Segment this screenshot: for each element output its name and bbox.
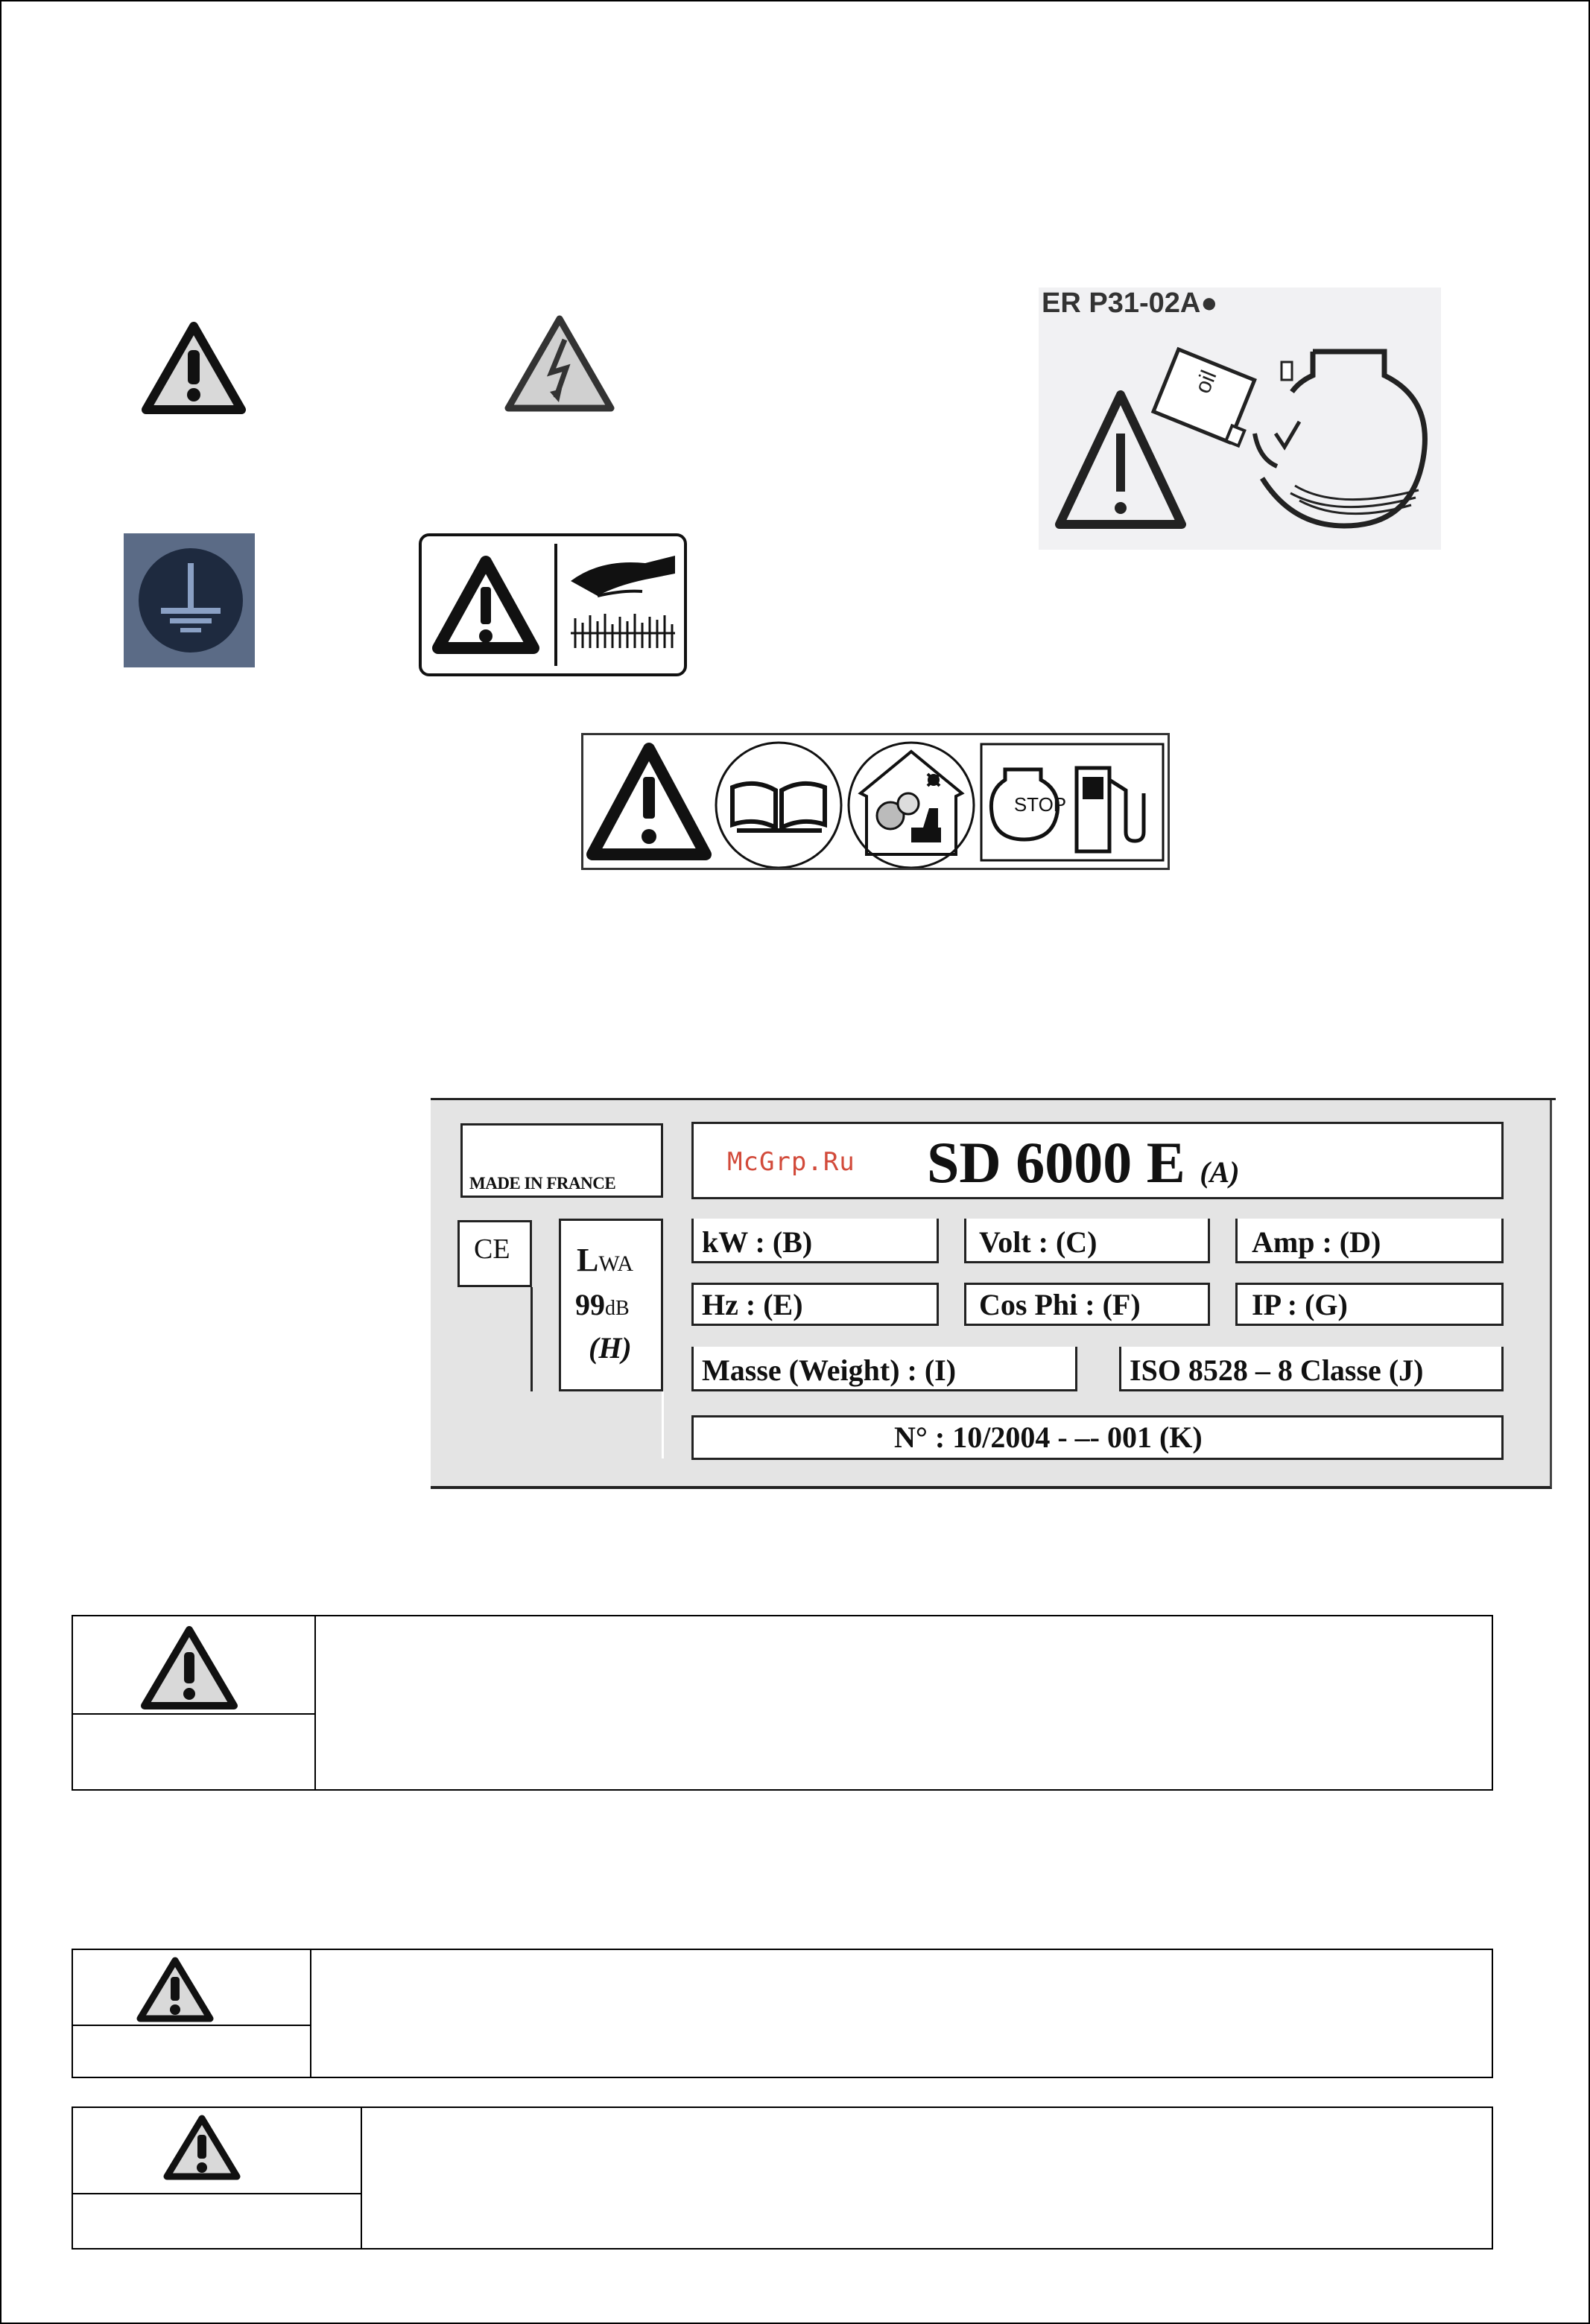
hz-text: Hz : (E) [702, 1288, 803, 1321]
oil-check-label [1039, 288, 1441, 550]
lwa-col-line [662, 1391, 664, 1458]
lwa-sub: WA [598, 1251, 634, 1276]
warning-table-1-divider [73, 1713, 314, 1715]
warning-icon [134, 1955, 216, 2026]
electric-hazard-icon [504, 314, 615, 413]
cos-phi-text: Cos Phi : (F) [979, 1288, 1141, 1321]
hot-surface-warning [419, 533, 687, 676]
warning-table-3-divider [73, 2193, 361, 2194]
oil-label-code: ER P31-02A● [1042, 288, 1218, 319]
plate-top-line [431, 1098, 1556, 1100]
lwa-ref: (H) [589, 1331, 632, 1365]
warning-icon [137, 1622, 241, 1715]
warning-table-1 [72, 1615, 1493, 1791]
oil-label-word: oil [1190, 366, 1222, 397]
model-ref: (A) [1200, 1155, 1240, 1189]
made-in-text: MADE IN FRANCE [469, 1174, 616, 1193]
safety-instructions-strip [581, 733, 1170, 870]
oil-pour-icon [1039, 288, 1441, 550]
model-text: SD 6000 E [927, 1130, 1185, 1195]
ce-divider [530, 1287, 533, 1391]
warning-table-2-divider [73, 2025, 310, 2026]
lwa-value [575, 1287, 630, 1322]
earth-ground-icon [124, 533, 255, 667]
amp-text: Amp : (D) [1252, 1225, 1381, 1259]
masse-text: Masse (Weight) : (I) [702, 1353, 957, 1387]
ce-mark: CE [474, 1234, 510, 1265]
ip-text: IP : (G) [1252, 1288, 1348, 1321]
warning-icon [161, 2112, 243, 2184]
volt-text: Volt : (C) [979, 1225, 1098, 1259]
stop-text: STOP [1013, 793, 1067, 816]
lwa-l: L [577, 1242, 599, 1278]
serial-text: N° : 10/2004 - –- 001 (K) [894, 1420, 1203, 1454]
model-name [927, 1129, 1240, 1196]
lwa-unit: dB [605, 1297, 630, 1320]
warning-table-2 [72, 1949, 1493, 2078]
watermark: McGrp.Ru [727, 1147, 855, 1177]
warning-triangle-icon [142, 322, 246, 415]
lwa-number: 99 [575, 1288, 605, 1321]
lwa-label [577, 1241, 633, 1279]
iso-text: ISO 8528 – 8 Classe (J) [1130, 1353, 1424, 1387]
warning-table-3 [72, 2106, 1493, 2250]
kw-text: kW : (B) [702, 1225, 813, 1259]
